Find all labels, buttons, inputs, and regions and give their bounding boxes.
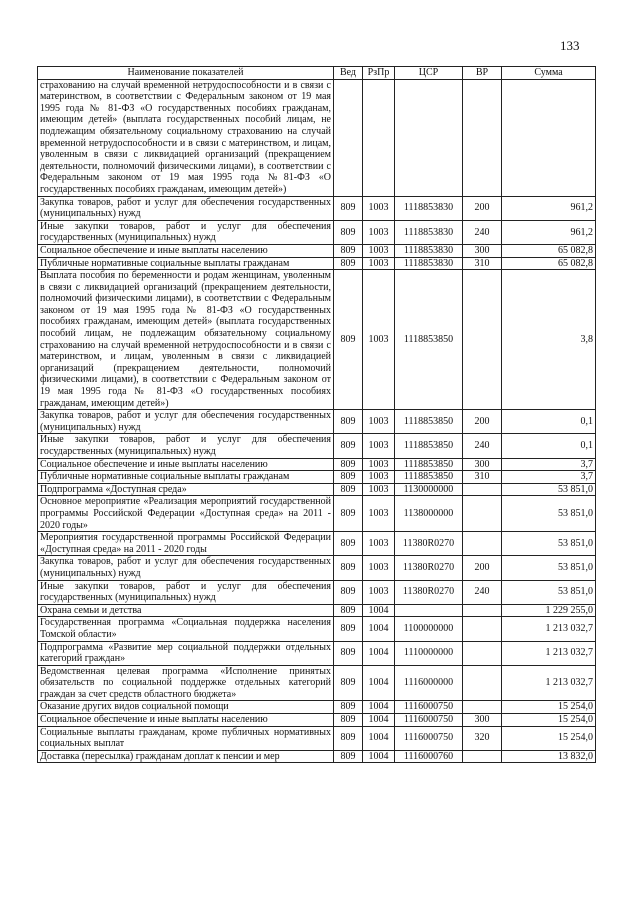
cell-vr: 300 <box>463 244 502 257</box>
cell-rzpr <box>363 79 395 196</box>
cell-ved: 809 <box>334 641 363 665</box>
cell-ved: 809 <box>334 434 363 458</box>
cell-ved: 809 <box>334 617 363 641</box>
cell-ved: 809 <box>334 580 363 604</box>
cell-sum: 65 082,8 <box>502 257 596 270</box>
cell-name: Социальное обеспечение и иные выплаты населению <box>38 714 334 727</box>
table-row <box>38 556 596 580</box>
cell-csr: 1118853850 <box>395 471 463 484</box>
cell-sum: 0,1 <box>502 410 596 434</box>
cell-sum: 13 832,0 <box>502 750 596 763</box>
cell-rzpr: 1003 <box>363 580 395 604</box>
table-row <box>38 483 596 496</box>
cell-vr: 200 <box>463 556 502 580</box>
cell-rzpr: 1003 <box>363 244 395 257</box>
cell-name: Охрана семьи и детства <box>38 604 334 617</box>
cell-vr: 200 <box>463 410 502 434</box>
table-header-row <box>38 67 596 80</box>
table-row <box>38 604 596 617</box>
cell-ved: 809 <box>334 556 363 580</box>
cell-csr: 1118853830 <box>395 244 463 257</box>
cell-vr <box>463 750 502 763</box>
cell-ved: 809 <box>334 483 363 496</box>
cell-rzpr: 1003 <box>363 410 395 434</box>
cell-name: Иные закупки товаров, работ и услуг для обеспечения государственных (муниципальных) нужд <box>38 220 334 244</box>
cell-csr: 1118853850 <box>395 270 463 410</box>
cell-sum: 0,1 <box>502 434 596 458</box>
cell-vr <box>463 270 502 410</box>
cell-csr: 1116000750 <box>395 701 463 714</box>
cell-sum: 15 254,0 <box>502 714 596 727</box>
cell-name: Подпрограмма «Развитие мер социальной поддержки отдельных категорий граждан» <box>38 641 334 665</box>
cell-vr <box>463 701 502 714</box>
budget-table <box>37 66 596 763</box>
cell-vr <box>463 496 502 532</box>
cell-ved: 809 <box>334 714 363 727</box>
cell-sum: 3,7 <box>502 471 596 484</box>
table-row <box>38 434 596 458</box>
cell-csr: 11380R0270 <box>395 532 463 556</box>
cell-name: Доставка (пересылка) гражданам доплат к пенсии и мер <box>38 750 334 763</box>
table-row <box>38 458 596 471</box>
cell-rzpr: 1003 <box>363 270 395 410</box>
cell-vr: 300 <box>463 714 502 727</box>
cell-name: Социальные выплаты гражданам, кроме публичных нормативных социальных выплат <box>38 726 334 750</box>
table-row <box>38 496 596 532</box>
cell-ved: 809 <box>334 257 363 270</box>
cell-rzpr: 1003 <box>363 556 395 580</box>
cell-sum: 53 851,0 <box>502 580 596 604</box>
cell-rzpr: 1003 <box>363 220 395 244</box>
cell-rzpr: 1004 <box>363 701 395 714</box>
cell-vr: 240 <box>463 580 502 604</box>
cell-name: Публичные нормативные социальные выплаты гражданам <box>38 471 334 484</box>
cell-rzpr: 1003 <box>363 471 395 484</box>
cell-rzpr: 1003 <box>363 483 395 496</box>
cell-vr <box>463 665 502 701</box>
cell-ved: 809 <box>334 701 363 714</box>
cell-ved: 809 <box>334 458 363 471</box>
table-row <box>38 701 596 714</box>
cell-name: Основное мероприятие «Реализация мероприятий государственной программы Российской Федерации «Доступная среда» на 2011 - 2020 годы» <box>38 496 334 532</box>
cell-sum: 3,8 <box>502 270 596 410</box>
cell-csr: 1116000000 <box>395 665 463 701</box>
cell-name: Иные закупки товаров, работ и услуг для обеспечения государственных (муниципальных) нужд <box>38 434 334 458</box>
table-row <box>38 196 596 220</box>
cell-csr <box>395 604 463 617</box>
cell-rzpr: 1003 <box>363 196 395 220</box>
cell-vr: 310 <box>463 471 502 484</box>
cell-csr: 1118853850 <box>395 458 463 471</box>
cell-sum: 15 254,0 <box>502 701 596 714</box>
table-row <box>38 750 596 763</box>
cell-csr: 1110000000 <box>395 641 463 665</box>
cell-vr <box>463 532 502 556</box>
cell-csr: 11380R0270 <box>395 580 463 604</box>
cell-rzpr: 1003 <box>363 458 395 471</box>
cell-name: Социальное обеспечение и иные выплаты населению <box>38 244 334 257</box>
cell-sum: 1 229 255,0 <box>502 604 596 617</box>
cell-sum: 53 851,0 <box>502 532 596 556</box>
column-header-sum: Сумма <box>502 67 596 80</box>
cell-sum: 1 213 032,7 <box>502 617 596 641</box>
table-row <box>38 79 596 196</box>
cell-ved: 809 <box>334 410 363 434</box>
table-row <box>38 641 596 665</box>
cell-sum: 3,7 <box>502 458 596 471</box>
cell-ved: 809 <box>334 750 363 763</box>
cell-vr: 240 <box>463 220 502 244</box>
cell-name: Подпрограмма «Доступная среда» <box>38 483 334 496</box>
column-header-name: Наименование показателей <box>38 67 334 80</box>
cell-name: Мероприятия государственной программы Российской Федерации «Доступная среда» на 2011 - 2020 годы <box>38 532 334 556</box>
cell-rzpr: 1004 <box>363 641 395 665</box>
cell-name: Иные закупки товаров, работ и услуг для обеспечения государственных (муниципальных) нужд <box>38 580 334 604</box>
table-row <box>38 244 596 257</box>
cell-csr: 1138000000 <box>395 496 463 532</box>
table-row <box>38 220 596 244</box>
cell-rzpr: 1003 <box>363 257 395 270</box>
cell-csr <box>395 79 463 196</box>
table-row <box>38 270 596 410</box>
table-row <box>38 471 596 484</box>
cell-name: Государственная программа «Социальная поддержка населения Томской области» <box>38 617 334 641</box>
cell-rzpr: 1003 <box>363 496 395 532</box>
column-header-csr: ЦСР <box>395 67 463 80</box>
cell-name: Закупка товаров, работ и услуг для обеспечения государственных (муниципальных) нужд <box>38 196 334 220</box>
cell-name: Выплата пособия по беременности и родам женщинам, уволенным в связи с ликвидацией организаций (прекращением деятельности, полномочий физическими лицами), в соответствии с Федеральным законом от 19 мая 1995 года № 81-ФЗ «О государственных пособиях гражданам, имеющим детей» (выплата государственных пособий лицам, не подлежащим обязательному социальному страхованию на случай временной нетрудоспособности и в связи с материнством, и лицам, уволенным в связи с ликвидацией организаций (прекращением деятельности, полномочий физическими лицами), в соответствии с Федеральным законом от 19 мая 1995 года № 81-ФЗ «О государственных пособиях гражданам, имеющим детей») <box>38 270 334 410</box>
cell-csr: 11380R0270 <box>395 556 463 580</box>
table-row <box>38 257 596 270</box>
table-row <box>38 580 596 604</box>
cell-vr: 240 <box>463 434 502 458</box>
cell-csr: 1116000750 <box>395 726 463 750</box>
cell-rzpr: 1003 <box>363 532 395 556</box>
cell-vr <box>463 483 502 496</box>
cell-ved <box>334 79 363 196</box>
column-header-rzpr: РзПр <box>363 67 395 80</box>
cell-vr <box>463 604 502 617</box>
table-row <box>38 617 596 641</box>
cell-csr: 1118853830 <box>395 220 463 244</box>
cell-name: Публичные нормативные социальные выплаты гражданам <box>38 257 334 270</box>
cell-ved: 809 <box>334 604 363 617</box>
cell-csr: 1116000760 <box>395 750 463 763</box>
cell-name: страхованию на случай временной нетрудоспособности и в связи с материнством, в соответствии с Федеральным законом от 19 мая 1995 года № 81-ФЗ «О государственных пособиях гражданам, имеющим детей» (выплата государственных пособий лицам, не подлежащим обязательному социальному страхованию на случай временной нетрудоспособности и в связи с материнством, и лицам, уволенным в связи с ликвидацией организаций (прекращением деятельности, полномочий физическими лицами), в соответствии с Федеральным законом от 19 мая 1995 года №81-ФЗ «О государственных пособиях гражданам, имеющим детей») <box>38 79 334 196</box>
cell-sum: 65 082,8 <box>502 244 596 257</box>
cell-name: Оказание других видов социальной помощи <box>38 701 334 714</box>
cell-ved: 809 <box>334 270 363 410</box>
cell-sum: 961,2 <box>502 196 596 220</box>
cell-rzpr: 1003 <box>363 434 395 458</box>
cell-name: Закупка товаров, работ и услуг для обеспечения государственных (муниципальных) нужд <box>38 556 334 580</box>
cell-ved: 809 <box>334 665 363 701</box>
table-row <box>38 665 596 701</box>
cell-sum: 961,2 <box>502 220 596 244</box>
cell-ved: 809 <box>334 220 363 244</box>
cell-sum: 53 851,0 <box>502 556 596 580</box>
cell-csr: 1130000000 <box>395 483 463 496</box>
cell-vr <box>463 641 502 665</box>
cell-sum <box>502 79 596 196</box>
table-row <box>38 726 596 750</box>
cell-ved: 809 <box>334 196 363 220</box>
cell-name: Социальное обеспечение и иные выплаты населению <box>38 458 334 471</box>
cell-vr: 200 <box>463 196 502 220</box>
cell-csr: 1118853850 <box>395 410 463 434</box>
cell-sum: 1 213 032,7 <box>502 641 596 665</box>
cell-sum: 15 254,0 <box>502 726 596 750</box>
cell-ved: 809 <box>334 532 363 556</box>
cell-csr: 1118853830 <box>395 257 463 270</box>
cell-ved: 809 <box>334 244 363 257</box>
cell-csr: 1100000000 <box>395 617 463 641</box>
table-row <box>38 410 596 434</box>
cell-vr <box>463 617 502 641</box>
cell-rzpr: 1004 <box>363 665 395 701</box>
column-header-vr: ВР <box>463 67 502 80</box>
cell-csr: 1118853830 <box>395 196 463 220</box>
cell-rzpr: 1004 <box>363 714 395 727</box>
table-row <box>38 714 596 727</box>
cell-sum: 53 851,0 <box>502 496 596 532</box>
cell-ved: 809 <box>334 726 363 750</box>
cell-sum: 53 851,0 <box>502 483 596 496</box>
cell-sum: 1 213 032,7 <box>502 665 596 701</box>
cell-rzpr: 1004 <box>363 750 395 763</box>
column-header-ved: Вед <box>334 67 363 80</box>
cell-ved: 809 <box>334 496 363 532</box>
cell-vr: 320 <box>463 726 502 750</box>
cell-rzpr: 1004 <box>363 604 395 617</box>
cell-rzpr: 1004 <box>363 617 395 641</box>
cell-name: Ведомственная целевая программа «Исполнение принятых обязательств по социальной поддержке отдельных категорий граждан за счет средств областного бюджета» <box>38 665 334 701</box>
cell-name: Закупка товаров, работ и услуг для обеспечения государственных (муниципальных) нужд <box>38 410 334 434</box>
cell-csr: 1118853850 <box>395 434 463 458</box>
cell-rzpr: 1004 <box>363 726 395 750</box>
cell-vr <box>463 79 502 196</box>
cell-csr: 1116000750 <box>395 714 463 727</box>
cell-vr: 300 <box>463 458 502 471</box>
page-number: 133 <box>560 38 580 53</box>
cell-ved: 809 <box>334 471 363 484</box>
cell-vr: 310 <box>463 257 502 270</box>
table-row <box>38 532 596 556</box>
